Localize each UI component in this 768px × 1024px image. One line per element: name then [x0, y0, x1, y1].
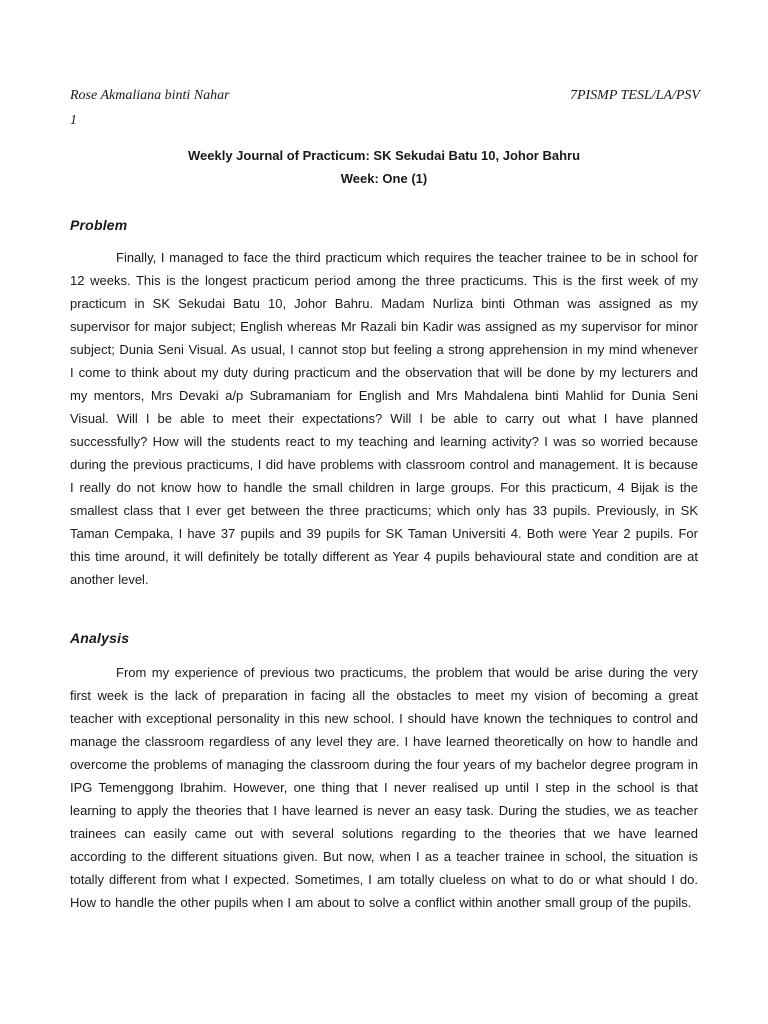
problem-paragraph: Finally, I managed to face the third practicum which requires the teacher trainee to be in school for 12 weeks. This is the longest practicum period among the three practicums. This is the first week of my practicum in SK Sekudai Batu 10, Johor Bahru. Madam Nurliza binti Othman was assigned as my supervisor for major subject; English whereas Mr Razali bin Kadir was assigned as my supervisor for minor subject; Dunia Seni Visual. As usual, I cannot stop but feeling a strong apprehension in my mind whenever I come to think about my duty during practicum and the observation that will be done by my lecturers and my mentors, Mrs Devaki a/p Subramaniam for English and Mrs Mahdalena binti Mahlid for Dunia Seni Visual. Will I be able to meet their expectations? Will I be able to carry out what I have planned successfully? How will the students react to my teaching and learning activity? I was so worried because during the previous practicums, I did have problems with classroom control and management. It is because I really do not know how to handle the small children in large groups. For this practicum, 4 Bijak is the smallest class that I ever get between the three practicums; which only has 33 pupils. Previously, in SK Taman Cempaka, I have 37 pupils and 39 pupils for SK Taman Universiti 4. Both were Year 2 pupils. For this time around, it will definitely be totally different as Year 4 pupils behavioural state and condition are at another level.	[70, 250, 698, 587]
section-heading-problem: Problem	[70, 217, 128, 233]
journal-week: Week: One (1)	[340, 171, 428, 186]
author-name: Rose Akmaliana binti Nahar	[70, 88, 230, 103]
journal-title: Weekly Journal of Practicum: SK Sekudai Batu 10, Johor Bahru	[187, 148, 581, 163]
analysis-paragraph: From my experience of previous two practicums, the problem that would be arise during the very first week is the lack of preparation in facing all the obstacles to meet my vision of becoming a great teacher with exceptional personality in this new school. I should have known the techniques to control and manage the classroom regardless of any level they are. I have learned theoretically on how to handle and overcome the problems of managing the classroom during the four years of my bachelor degree program in IPG Temenggong Ibrahim. However, one thing that I never realised up until I step in the school is that learning to apply the theories that I have learned is never an easy task. During the studies, we as teacher trainees can easily came out with several solutions regarding to the theories that we have learned according to the different situations given. But now, when I as a teacher trainee in school, the situation is totally different from what I expected. Sometimes, I am totally clueless on what to do or what should I do. How to handle the other pupils when I am about to solve a conflict within another small group of the pupils.	[70, 665, 698, 910]
page-number: 1	[70, 113, 77, 128]
course-code: 7PISMP TESL/LA/PSV	[569, 88, 700, 103]
section-heading-analysis: Analysis	[70, 630, 130, 646]
page-header	[70, 87, 700, 105]
